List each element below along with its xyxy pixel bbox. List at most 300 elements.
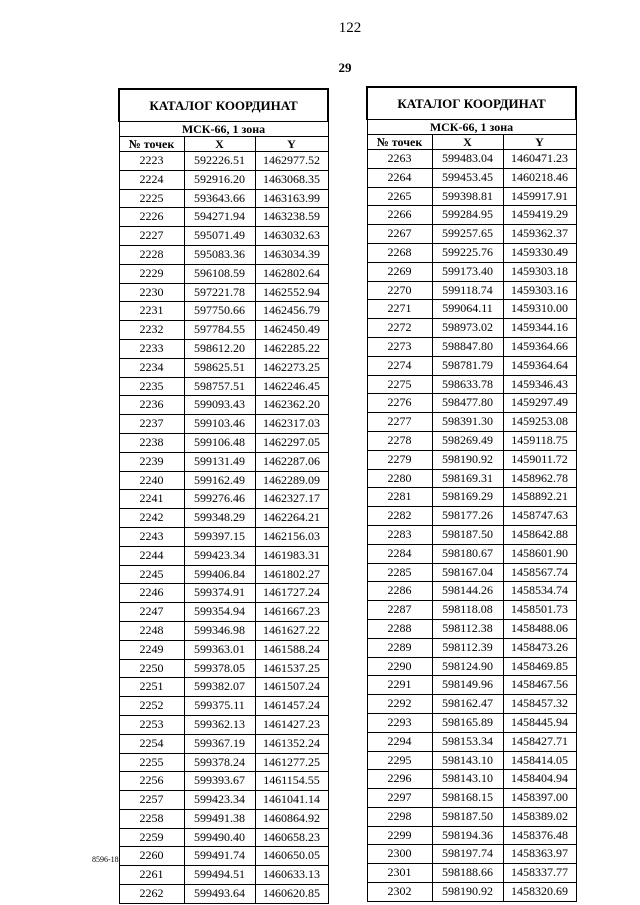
table-row <box>119 490 328 509</box>
y-coordinate-cell: 1459362.37 <box>503 225 576 244</box>
table-row <box>367 695 576 714</box>
point-number-cell: 2274 <box>367 356 432 375</box>
x-coordinate-cell: 599397.15 <box>184 527 255 546</box>
table-row <box>367 394 576 413</box>
x-coordinate-cell: 599393.67 <box>184 772 255 791</box>
point-number-cell: 2277 <box>367 413 432 432</box>
point-number-cell: 2235 <box>119 377 184 396</box>
table-row <box>367 262 576 281</box>
table-row <box>367 356 576 375</box>
table-row <box>119 527 328 546</box>
y-coordinate-cell: 1458363.97 <box>503 845 576 864</box>
point-number-cell: 2251 <box>119 678 184 697</box>
table-row <box>367 732 576 751</box>
x-coordinate-cell: 598124.90 <box>432 657 503 676</box>
point-number-cell: 2268 <box>367 243 432 262</box>
y-coordinate-cell: 1460218.46 <box>503 168 576 187</box>
point-number-cell: 2245 <box>119 565 184 584</box>
table-row <box>367 676 576 695</box>
point-number-cell: 2293 <box>367 713 432 732</box>
y-coordinate-cell: 1458567.74 <box>503 563 576 582</box>
x-coordinate-cell: 599257.65 <box>432 225 503 244</box>
x-coordinate-cell: 598188.66 <box>432 864 503 883</box>
point-number-cell: 2223 <box>119 152 184 171</box>
y-coordinate-cell: 1462802.64 <box>255 264 328 283</box>
table-row <box>367 507 576 526</box>
sheet-number: 29 <box>338 60 352 75</box>
x-coordinate-cell: 598757.51 <box>184 377 255 396</box>
x-coordinate-cell: 599493.64 <box>184 885 255 904</box>
x-coordinate-cell: 598197.74 <box>432 845 503 864</box>
y-coordinate-cell: 1462552.94 <box>255 283 328 302</box>
y-coordinate-cell: 1460658.23 <box>255 828 328 847</box>
table-row <box>119 321 328 340</box>
y-coordinate-cell: 1461627.22 <box>255 621 328 640</box>
point-number-cell: 2298 <box>367 807 432 826</box>
point-number-cell: 2263 <box>367 150 432 169</box>
table-row <box>119 565 328 584</box>
point-number-cell: 2262 <box>119 885 184 904</box>
x-coordinate-cell: 599064.11 <box>432 300 503 319</box>
x-coordinate-cell: 598143.10 <box>432 751 503 770</box>
y-coordinate-cell: 1458962.78 <box>503 469 576 488</box>
table-row <box>367 544 576 563</box>
point-number-cell: 2302 <box>367 883 432 902</box>
x-coordinate-cell: 599363.01 <box>184 640 255 659</box>
x-coordinate-cell: 599378.24 <box>184 753 255 772</box>
x-coordinate-cell: 598612.20 <box>184 339 255 358</box>
point-number-cell: 2247 <box>119 603 184 622</box>
y-coordinate-cell: 1459303.18 <box>503 262 576 281</box>
table-row <box>367 657 576 676</box>
table-row <box>119 584 328 603</box>
table-row <box>119 715 328 734</box>
x-coordinate-cell: 599276.46 <box>184 490 255 509</box>
y-coordinate-cell: 1458414.05 <box>503 751 576 770</box>
y-coordinate-cell: 1461802.27 <box>255 565 328 584</box>
x-coordinate-cell: 599225.76 <box>432 243 503 262</box>
y-coordinate-cell: 1463034.39 <box>255 245 328 264</box>
table-row <box>119 640 328 659</box>
x-coordinate-cell: 592226.51 <box>184 152 255 171</box>
x-coordinate-cell: 599346.98 <box>184 621 255 640</box>
x-coordinate-cell: 598149.96 <box>432 676 503 695</box>
y-coordinate-cell: 1458501.73 <box>503 601 576 620</box>
point-number-cell: 2250 <box>119 659 184 678</box>
y-coordinate-cell: 1458457.32 <box>503 695 576 714</box>
table-row <box>119 659 328 678</box>
table-row <box>367 619 576 638</box>
x-coordinate-cell: 598973.02 <box>432 319 503 338</box>
x-coordinate-cell: 599131.49 <box>184 452 255 471</box>
table-row <box>367 187 576 206</box>
y-coordinate-cell: 1462273.25 <box>255 358 328 377</box>
y-coordinate-cell: 1458467.56 <box>503 676 576 695</box>
y-coordinate-cell: 1461277.25 <box>255 753 328 772</box>
point-number-cell: 2265 <box>367 187 432 206</box>
point-number-cell: 2299 <box>367 826 432 845</box>
table-row <box>367 281 576 300</box>
column-header-x: X <box>184 137 255 152</box>
point-number-cell: 2292 <box>367 695 432 714</box>
x-coordinate-cell: 598194.36 <box>432 826 503 845</box>
y-coordinate-cell: 1462156.03 <box>255 527 328 546</box>
y-coordinate-cell: 1462285.22 <box>255 339 328 358</box>
y-coordinate-cell: 1461537.25 <box>255 659 328 678</box>
y-coordinate-cell: 1458389.02 <box>503 807 576 826</box>
x-coordinate-cell: 599378.05 <box>184 659 255 678</box>
table-row <box>367 375 576 394</box>
x-coordinate-cell: 598112.39 <box>432 638 503 657</box>
x-coordinate-cell: 597784.55 <box>184 321 255 340</box>
point-number-cell: 2229 <box>119 264 184 283</box>
y-coordinate-cell: 1461352.24 <box>255 734 328 753</box>
point-number-cell: 2259 <box>119 828 184 847</box>
y-coordinate-cell: 1463068.35 <box>255 170 328 189</box>
x-coordinate-cell: 599093.43 <box>184 396 255 415</box>
x-coordinate-cell: 598269.49 <box>432 431 503 450</box>
catalog-title: КАТАЛОГ КООРДИНАТ <box>367 87 576 120</box>
point-number-cell: 2285 <box>367 563 432 582</box>
x-coordinate-cell: 598177.26 <box>432 507 503 526</box>
y-coordinate-cell: 1459011.72 <box>503 450 576 469</box>
table-row <box>367 168 576 187</box>
table-row <box>367 563 576 582</box>
table-row <box>119 358 328 377</box>
y-coordinate-cell: 1462287.06 <box>255 452 328 471</box>
y-coordinate-cell: 1459364.66 <box>503 337 576 356</box>
x-coordinate-cell: 599490.40 <box>184 828 255 847</box>
table-row <box>119 678 328 697</box>
x-coordinate-cell: 599284.95 <box>432 206 503 225</box>
point-number-cell: 2286 <box>367 582 432 601</box>
point-number-cell: 2273 <box>367 337 432 356</box>
x-coordinate-cell: 599406.84 <box>184 565 255 584</box>
point-number-cell: 2297 <box>367 789 432 808</box>
y-coordinate-cell: 1462362.20 <box>255 396 328 415</box>
point-number-cell: 2240 <box>119 471 184 490</box>
x-coordinate-cell: 599374.91 <box>184 584 255 603</box>
table-row <box>119 791 328 810</box>
point-number-cell: 2279 <box>367 450 432 469</box>
x-coordinate-cell: 598118.08 <box>432 601 503 620</box>
table-row <box>367 150 576 169</box>
y-coordinate-cell: 1463238.59 <box>255 208 328 227</box>
point-number-cell: 2290 <box>367 657 432 676</box>
y-coordinate-cell: 1458473.26 <box>503 638 576 657</box>
y-coordinate-cell: 1461154.55 <box>255 772 328 791</box>
page-number: 122 <box>338 20 362 36</box>
y-coordinate-cell: 1461427.23 <box>255 715 328 734</box>
point-number-cell: 2256 <box>119 772 184 791</box>
table-row <box>119 245 328 264</box>
point-number-cell: 2288 <box>367 619 432 638</box>
y-coordinate-cell: 1460620.85 <box>255 885 328 904</box>
y-coordinate-cell: 1459303.16 <box>503 281 576 300</box>
point-number-cell: 2289 <box>367 638 432 657</box>
point-number-cell: 2224 <box>119 170 184 189</box>
y-coordinate-cell: 1461727.24 <box>255 584 328 603</box>
table-row <box>367 826 576 845</box>
x-coordinate-cell: 598169.29 <box>432 488 503 507</box>
x-coordinate-cell: 598165.89 <box>432 713 503 732</box>
x-coordinate-cell: 598190.92 <box>432 883 503 902</box>
y-coordinate-cell: 1462450.49 <box>255 321 328 340</box>
point-number-cell: 2238 <box>119 433 184 452</box>
y-coordinate-cell: 1462456.79 <box>255 302 328 321</box>
table-row <box>119 546 328 565</box>
y-coordinate-cell: 1460650.05 <box>255 847 328 866</box>
point-number-cell: 2276 <box>367 394 432 413</box>
point-number-cell: 2258 <box>119 809 184 828</box>
y-coordinate-cell: 1463032.63 <box>255 227 328 246</box>
x-coordinate-cell: 598169.31 <box>432 469 503 488</box>
y-coordinate-cell: 1459297.49 <box>503 394 576 413</box>
x-coordinate-cell: 598162.47 <box>432 695 503 714</box>
point-number-cell: 2260 <box>119 847 184 866</box>
y-coordinate-cell: 1460471.23 <box>503 150 576 169</box>
x-coordinate-cell: 599106.48 <box>184 433 255 452</box>
point-number-cell: 2232 <box>119 321 184 340</box>
table-row <box>119 283 328 302</box>
point-number-cell: 2255 <box>119 753 184 772</box>
point-number-cell: 2269 <box>367 262 432 281</box>
table-row <box>367 469 576 488</box>
y-coordinate-cell: 1461983.31 <box>255 546 328 565</box>
x-coordinate-cell: 599453.45 <box>432 168 503 187</box>
x-coordinate-cell: 594271.94 <box>184 208 255 227</box>
table-row <box>119 471 328 490</box>
point-number-cell: 2296 <box>367 770 432 789</box>
y-coordinate-cell: 1462264.21 <box>255 509 328 528</box>
table-row <box>119 603 328 622</box>
table-row <box>367 243 576 262</box>
y-coordinate-cell: 1458427.71 <box>503 732 576 751</box>
y-coordinate-cell: 1461041.14 <box>255 791 328 810</box>
y-coordinate-cell: 1458404.94 <box>503 770 576 789</box>
x-coordinate-cell: 599162.49 <box>184 471 255 490</box>
table-row <box>119 377 328 396</box>
column-header-x: X <box>432 135 503 150</box>
point-number-cell: 2266 <box>367 206 432 225</box>
table-row <box>119 208 328 227</box>
x-coordinate-cell: 598477.80 <box>432 394 503 413</box>
y-coordinate-cell: 1462327.17 <box>255 490 328 509</box>
table-row <box>367 337 576 356</box>
point-number-cell: 2278 <box>367 431 432 450</box>
x-coordinate-cell: 597221.78 <box>184 283 255 302</box>
point-number-cell: 2241 <box>119 490 184 509</box>
x-coordinate-cell: 593643.66 <box>184 189 255 208</box>
y-coordinate-cell: 1458445.94 <box>503 713 576 732</box>
y-coordinate-cell: 1462317.03 <box>255 415 328 434</box>
point-number-cell: 2270 <box>367 281 432 300</box>
table-row <box>119 847 328 866</box>
table-row <box>367 488 576 507</box>
y-coordinate-cell: 1463163.99 <box>255 189 328 208</box>
table-row <box>119 189 328 208</box>
y-coordinate-cell: 1461588.24 <box>255 640 328 659</box>
point-number-cell: 2280 <box>367 469 432 488</box>
point-number-cell: 2244 <box>119 546 184 565</box>
table-row <box>119 452 328 471</box>
y-coordinate-cell: 1459419.29 <box>503 206 576 225</box>
y-coordinate-cell: 1460633.13 <box>255 866 328 885</box>
point-number-cell: 2239 <box>119 452 184 471</box>
x-coordinate-cell: 596108.59 <box>184 264 255 283</box>
point-number-cell: 2300 <box>367 845 432 864</box>
x-coordinate-cell: 598391.30 <box>432 413 503 432</box>
point-number-cell: 2267 <box>367 225 432 244</box>
point-number-cell: 2242 <box>119 509 184 528</box>
x-coordinate-cell: 599103.46 <box>184 415 255 434</box>
point-number-cell: 2281 <box>367 488 432 507</box>
table-row <box>119 809 328 828</box>
y-coordinate-cell: 1458469.85 <box>503 657 576 676</box>
table-row <box>119 772 328 791</box>
x-coordinate-cell: 599348.29 <box>184 509 255 528</box>
point-number-cell: 2231 <box>119 302 184 321</box>
point-number-cell: 2257 <box>119 791 184 810</box>
table-row <box>367 638 576 657</box>
table-row <box>119 509 328 528</box>
y-coordinate-cell: 1459344.16 <box>503 319 576 338</box>
x-coordinate-cell: 598625.51 <box>184 358 255 377</box>
catalog-title: КАТАЛОГ КООРДИНАТ <box>119 89 328 122</box>
x-coordinate-cell: 599362.13 <box>184 715 255 734</box>
x-coordinate-cell: 597750.66 <box>184 302 255 321</box>
y-coordinate-cell: 1459330.49 <box>503 243 576 262</box>
table-row <box>367 413 576 432</box>
column-header-y: Y <box>255 137 328 152</box>
point-number-cell: 2227 <box>119 227 184 246</box>
y-coordinate-cell: 1458892.21 <box>503 488 576 507</box>
y-coordinate-cell: 1458534.74 <box>503 582 576 601</box>
x-coordinate-cell: 599118.74 <box>432 281 503 300</box>
table-row <box>367 770 576 789</box>
point-number-cell: 2228 <box>119 245 184 264</box>
point-number-cell: 2252 <box>119 697 184 716</box>
point-number-cell: 2253 <box>119 715 184 734</box>
x-coordinate-cell: 599382.07 <box>184 678 255 697</box>
x-coordinate-cell: 598167.04 <box>432 563 503 582</box>
y-coordinate-cell: 1459118.75 <box>503 431 576 450</box>
table-row <box>367 300 576 319</box>
point-number-cell: 2243 <box>119 527 184 546</box>
point-number-cell: 2282 <box>367 507 432 526</box>
column-header-y: Y <box>503 135 576 150</box>
y-coordinate-cell: 1461667.23 <box>255 603 328 622</box>
x-coordinate-cell: 598143.10 <box>432 770 503 789</box>
table-row <box>119 828 328 847</box>
table-row <box>119 866 328 885</box>
table-row <box>367 789 576 808</box>
document-code: 8596-18 <box>92 855 119 864</box>
table-row <box>367 525 576 544</box>
x-coordinate-cell: 598781.79 <box>432 356 503 375</box>
y-coordinate-cell: 1459917.91 <box>503 187 576 206</box>
x-coordinate-cell: 598847.80 <box>432 337 503 356</box>
point-number-cell: 2234 <box>119 358 184 377</box>
x-coordinate-cell: 599491.38 <box>184 809 255 828</box>
x-coordinate-cell: 599423.34 <box>184 791 255 810</box>
point-number-cell: 2248 <box>119 621 184 640</box>
coordinate-catalog-left <box>118 88 329 904</box>
x-coordinate-cell: 598187.50 <box>432 525 503 544</box>
x-coordinate-cell: 599491.74 <box>184 847 255 866</box>
table-row <box>119 697 328 716</box>
x-coordinate-cell: 599173.40 <box>432 262 503 281</box>
column-header-num: № точек <box>119 137 184 152</box>
table-row <box>119 753 328 772</box>
point-number-cell: 2295 <box>367 751 432 770</box>
point-number-cell: 2233 <box>119 339 184 358</box>
point-number-cell: 2283 <box>367 525 432 544</box>
y-coordinate-cell: 1462289.09 <box>255 471 328 490</box>
x-coordinate-cell: 598144.26 <box>432 582 503 601</box>
point-number-cell: 2225 <box>119 189 184 208</box>
x-coordinate-cell: 598633.78 <box>432 375 503 394</box>
x-coordinate-cell: 598187.50 <box>432 807 503 826</box>
x-coordinate-cell: 599354.94 <box>184 603 255 622</box>
x-coordinate-cell: 595071.49 <box>184 227 255 246</box>
x-coordinate-cell: 592916.20 <box>184 170 255 189</box>
table-row <box>367 713 576 732</box>
table-row <box>367 206 576 225</box>
table-row <box>367 845 576 864</box>
point-number-cell: 2272 <box>367 319 432 338</box>
table-row <box>367 582 576 601</box>
table-row <box>119 152 328 171</box>
table-row <box>119 734 328 753</box>
point-number-cell: 2249 <box>119 640 184 659</box>
point-number-cell: 2237 <box>119 415 184 434</box>
x-coordinate-cell: 598190.92 <box>432 450 503 469</box>
table-row <box>119 264 328 283</box>
y-coordinate-cell: 1461457.24 <box>255 697 328 716</box>
x-coordinate-cell: 599398.81 <box>432 187 503 206</box>
table-row <box>119 621 328 640</box>
table-row <box>119 396 328 415</box>
table-row <box>119 885 328 904</box>
table-row <box>367 807 576 826</box>
y-coordinate-cell: 1458747.63 <box>503 507 576 526</box>
x-coordinate-cell: 599375.11 <box>184 697 255 716</box>
table-row <box>367 883 576 902</box>
table-row <box>367 450 576 469</box>
y-coordinate-cell: 1458642.88 <box>503 525 576 544</box>
point-number-cell: 2254 <box>119 734 184 753</box>
y-coordinate-cell: 1458320.69 <box>503 883 576 902</box>
table-row <box>119 170 328 189</box>
y-coordinate-cell: 1462246.45 <box>255 377 328 396</box>
point-number-cell: 2284 <box>367 544 432 563</box>
y-coordinate-cell: 1459253.08 <box>503 413 576 432</box>
table-row <box>367 225 576 244</box>
point-number-cell: 2301 <box>367 864 432 883</box>
catalog-zone: МСК-66, 1 зона <box>119 122 328 137</box>
point-number-cell: 2246 <box>119 584 184 603</box>
table-row <box>119 415 328 434</box>
x-coordinate-cell: 598180.67 <box>432 544 503 563</box>
x-coordinate-cell: 599423.34 <box>184 546 255 565</box>
table-row <box>119 433 328 452</box>
y-coordinate-cell: 1458337.77 <box>503 864 576 883</box>
y-coordinate-cell: 1459310.00 <box>503 300 576 319</box>
table-row <box>119 302 328 321</box>
y-coordinate-cell: 1459364.64 <box>503 356 576 375</box>
point-number-cell: 2275 <box>367 375 432 394</box>
